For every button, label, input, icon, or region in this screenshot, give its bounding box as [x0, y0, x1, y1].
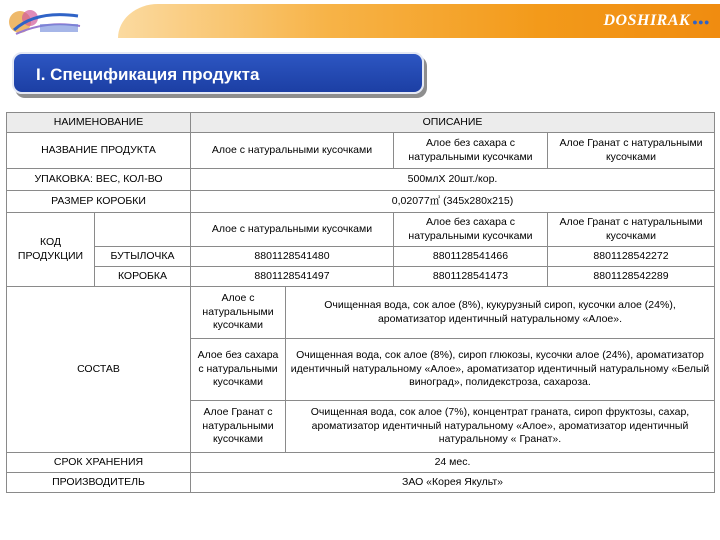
- company-logo-icon: [6, 4, 86, 40]
- brand-logo: DOSHIRAK ●●●: [603, 12, 710, 29]
- table-row: [7, 213, 715, 247]
- table-row: [7, 169, 715, 191]
- composition-text-2: Очищенная вода, сок алое (8%), сироп глюкозы, кусочки алое (24%), ароматизатор идентичный натуральному «Алое», ароматизатор идентичный натуральному «Белый виноград», полидекстроза, сахароза.: [286, 339, 715, 401]
- product-3: Алое Гранат с натуральными кусочками: [548, 133, 715, 169]
- box-size-label: РАЗМЕР КОРОБКИ: [7, 191, 191, 213]
- table-row: [7, 473, 715, 493]
- header-bar: [0, 0, 720, 44]
- table-row: [7, 191, 715, 213]
- table-row: [7, 247, 715, 267]
- code-product-3: Алое Гранат с натуральными кусочками: [548, 213, 715, 247]
- table-row: [7, 133, 715, 169]
- page-title: I. Спецификация продукта: [36, 65, 260, 84]
- table-row: [7, 287, 715, 339]
- composition-name-3: Алое Гранат с натуральными кусочками: [191, 401, 286, 453]
- code-product-1: Алое с натуральными кусочками: [191, 213, 394, 247]
- box-size-value: 0,02077㎥ (345х280х215): [191, 191, 715, 213]
- packaging-label: УПАКОВКА: ВЕС, КОЛ-ВО: [7, 169, 191, 191]
- composition-text-3: Очищенная вода, сок алое (7%), концентрат граната, сироп фруктозы, сахар, ароматизатор идентичный натуральному «Алое», ароматизатор идентичный натуральному « Гранат».: [286, 401, 715, 453]
- manufacturer-label: ПРОИЗВОДИТЕЛЬ: [7, 473, 191, 493]
- packaging-value: 500млХ 20шт./кор.: [191, 169, 715, 191]
- product-name-label: НАЗВАНИЕ ПРОДУКТА: [7, 133, 191, 169]
- box-label: КОРОБКА: [95, 267, 191, 287]
- col-desc-header: ОПИСАНИЕ: [191, 113, 715, 133]
- composition-name-1: Алое с натуральными кусочками: [191, 287, 286, 339]
- table-row: [7, 453, 715, 473]
- bottle-code-2: 8801128541466: [394, 247, 548, 267]
- title-banner: [12, 52, 424, 94]
- bottle-label: БУТЫЛОЧКА: [95, 247, 191, 267]
- box-code-3: 8801128542289: [548, 267, 715, 287]
- bottle-code-1: 8801128541480: [191, 247, 394, 267]
- table-header-row: [7, 113, 715, 133]
- code-product-2: Алое без сахара с натуральными кусочками: [394, 213, 548, 247]
- box-code-2: 8801128541473: [394, 267, 548, 287]
- code-subheader-empty: [95, 213, 191, 247]
- shelf-life-label: СРОК ХРАНЕНИЯ: [7, 453, 191, 473]
- shelf-life-value: 24 мес.: [191, 453, 715, 473]
- product-1: Алое с натуральными кусочками: [191, 133, 394, 169]
- composition-text-1: Очищенная вода, сок алое (8%), кукурузный сироп, кусочки алое (24%), ароматизатор идентичный натуральному «Алое».: [286, 287, 715, 339]
- code-label: КОД ПРОДУКЦИИ: [7, 213, 95, 287]
- composition-label: СОСТАВ: [7, 287, 191, 453]
- product-2: Алое без сахара с натуральными кусочками: [394, 133, 548, 169]
- composition-name-2: Алое без сахара с натуральными кусочками: [191, 339, 286, 401]
- table-row: [7, 267, 715, 287]
- bottle-code-3: 8801128542272: [548, 247, 715, 267]
- col-name-header: НАИМЕНОВАНИЕ: [7, 113, 191, 133]
- box-code-1: 8801128541497: [191, 267, 394, 287]
- manufacturer-value: ЗАО «Корея Якульт»: [191, 473, 715, 493]
- spec-table: [6, 112, 715, 493]
